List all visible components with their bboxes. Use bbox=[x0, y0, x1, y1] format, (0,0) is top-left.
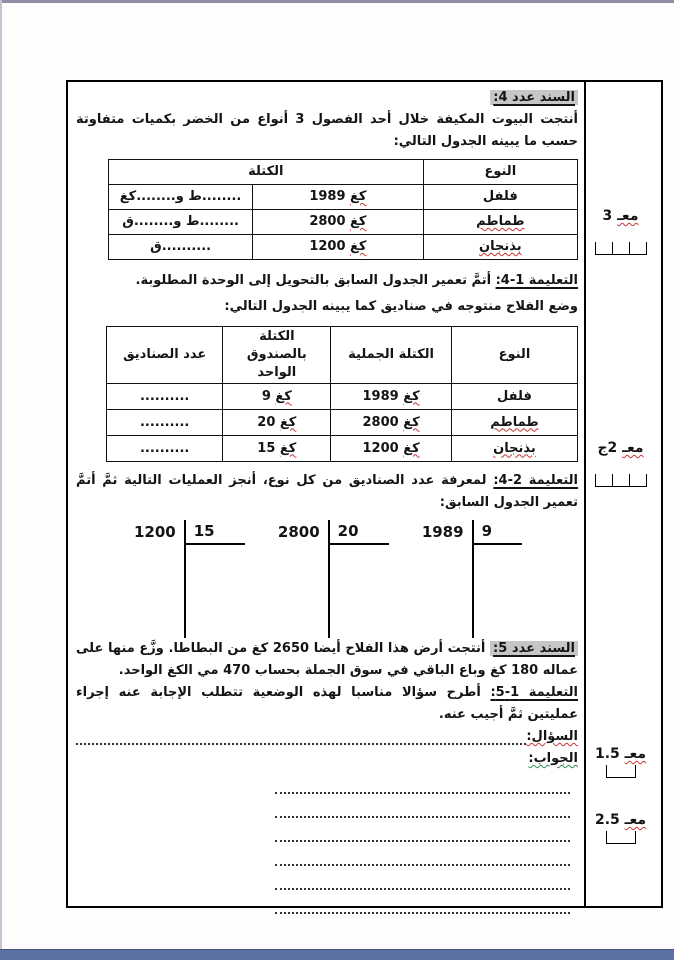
mass-conversion-table bbox=[108, 159, 578, 260]
window-bottom-bar bbox=[0, 949, 674, 960]
mass-unit: كغ bbox=[403, 388, 420, 404]
col-header-mass: الكتلة bbox=[109, 160, 424, 185]
type-cell: بذنجان bbox=[423, 235, 577, 260]
mass-unit: كغ bbox=[350, 239, 367, 254]
answer-area bbox=[76, 770, 578, 914]
table-row bbox=[109, 185, 578, 210]
talima42-line bbox=[76, 470, 578, 514]
mass-unit: كغ bbox=[350, 214, 367, 229]
criterion-prefix: معـ bbox=[617, 208, 639, 224]
criterion-mark-1-5 bbox=[590, 746, 651, 778]
criterion-mark-2-5 bbox=[590, 812, 651, 844]
col-header-total-mass: الكتلة الجملية bbox=[331, 327, 452, 384]
exam-frame bbox=[66, 80, 663, 908]
table-row bbox=[109, 235, 578, 260]
farmer-note: وضع الفلاح منتوجه في صناديق كما يبينه الجدول التالي: bbox=[224, 299, 578, 314]
criterion-value: 1.5 bbox=[594, 746, 620, 762]
mass-value: 2800 bbox=[362, 414, 399, 430]
table-header-row bbox=[107, 327, 578, 384]
criterion-prefix: معـ bbox=[624, 746, 647, 762]
count-blank-cell: .......... bbox=[107, 410, 223, 436]
total-mass-cell bbox=[331, 410, 452, 436]
mass-value: 1200 bbox=[362, 440, 399, 456]
dividend: 2800 bbox=[277, 523, 320, 541]
answer-dotted-line bbox=[275, 794, 570, 818]
type-cell: فلفل bbox=[451, 384, 577, 410]
mass-unit: كغ bbox=[403, 414, 420, 430]
mass-value: 1200 bbox=[309, 239, 346, 254]
page-left-edge bbox=[0, 0, 2, 960]
answer-dotted-line bbox=[275, 890, 570, 914]
window-top-edge bbox=[0, 0, 674, 3]
conversion-blank-cell: ..........ق bbox=[109, 235, 253, 260]
criterion-prefix: معـ bbox=[624, 812, 647, 828]
table-row bbox=[107, 410, 578, 436]
long-division-2800-by-20 bbox=[278, 520, 389, 638]
col-header-type: النوع bbox=[423, 160, 577, 185]
question-dotted-blank bbox=[76, 727, 526, 745]
count-blank-cell: .......... bbox=[107, 436, 223, 462]
criterion-label bbox=[590, 208, 651, 224]
division-bracket bbox=[472, 520, 522, 638]
type-cell: طماطم bbox=[423, 210, 577, 235]
type-cell: طماطم bbox=[451, 410, 577, 436]
talima42-text: لمعرفة عدد الصناديق من كل نوع، أنجز العمليات التالية ثمَّ أتمَّ تعمير الجدول السابق: bbox=[76, 473, 578, 510]
sanad5-label: السند عدد 5: bbox=[490, 641, 578, 656]
divisor: 20 bbox=[330, 520, 389, 545]
table-row bbox=[107, 384, 578, 410]
long-division-1200-by-15 bbox=[134, 520, 245, 638]
sanad4-heading bbox=[76, 87, 578, 109]
table-row bbox=[109, 210, 578, 235]
col-header-mass-per-box: الكتلة بالصندوق الواحد bbox=[223, 327, 331, 384]
talima51-label: التعليمة 1-5: bbox=[490, 685, 578, 700]
division-bracket bbox=[184, 520, 245, 638]
col-header-box-count: عدد الصناديق bbox=[107, 327, 223, 384]
type-cell: بذنجان bbox=[451, 436, 577, 462]
mass-value: 1989 bbox=[362, 388, 399, 404]
mass-unit: كغ bbox=[350, 189, 367, 204]
criterion-label bbox=[590, 746, 651, 762]
sanad5-paragraph bbox=[76, 638, 578, 682]
mass-cell bbox=[253, 185, 423, 210]
divisor: 9 bbox=[474, 520, 522, 545]
answer-heading bbox=[76, 748, 578, 770]
conversion-blank-cell: ........ط و........كغ bbox=[109, 185, 253, 210]
sanad5-text: أنتجت أرض هذا الفلاح أيضا 2650 كغ من البطاطا. وزَّع منها على عماله 180 كغ وباع الباقي في سوق الجملة بحساب 470 مي الكغ الواحد. bbox=[76, 641, 578, 678]
talima41-line bbox=[76, 270, 578, 292]
per-box-cell bbox=[223, 384, 331, 410]
dividend: 1200 bbox=[134, 523, 176, 541]
long-division-workspace bbox=[76, 514, 578, 638]
criterion-value: 3 bbox=[602, 208, 613, 224]
answer-label: الجواب: bbox=[528, 751, 578, 766]
criterion-value: 2.5 bbox=[594, 812, 620, 828]
talima51-line bbox=[76, 682, 578, 726]
mass-value: 2800 bbox=[309, 214, 346, 229]
mass-value: 9 bbox=[261, 388, 271, 404]
dividend: 1989 bbox=[421, 523, 464, 541]
total-mass-cell bbox=[331, 384, 452, 410]
answer-dotted-line bbox=[275, 866, 570, 890]
mass-unit: كغ bbox=[279, 440, 297, 456]
type-cell: فلفل bbox=[423, 185, 577, 210]
talima42-label: التعليمة 2-4: bbox=[493, 473, 578, 488]
talima51-text: أطرح سؤالا مناسبا لهذه الوضعية تتطلب الإجابة عنه إجراء عمليتين ثمَّ أجيب عنه. bbox=[76, 685, 578, 722]
mass-value: 1989 bbox=[309, 189, 346, 204]
exam-content bbox=[68, 82, 586, 906]
answer-dotted-line bbox=[275, 770, 570, 794]
score-boxes bbox=[590, 474, 651, 487]
answer-dotted-line bbox=[275, 842, 570, 866]
criterion-mark-2j bbox=[590, 440, 651, 487]
mass-unit: كغ bbox=[403, 440, 420, 456]
per-box-cell bbox=[223, 436, 331, 462]
score-boxes bbox=[590, 765, 651, 778]
criterion-prefix: معـ bbox=[622, 440, 644, 456]
mass-cell bbox=[253, 235, 423, 260]
talima41-label: التعليمة 1-4: bbox=[495, 273, 578, 288]
question-label: السؤال: bbox=[526, 729, 578, 744]
sanad4-label: السند عدد 4: bbox=[490, 90, 578, 105]
criterion-value: 2ج bbox=[597, 440, 618, 456]
criterion-label bbox=[590, 812, 651, 828]
criterion-mark-3 bbox=[590, 208, 651, 255]
mass-value: 20 bbox=[257, 414, 276, 430]
mass-value: 15 bbox=[257, 440, 276, 456]
talima41-text: أتمَّ تعمير الجدول السابق بالتحويل إلى الوحدة المطلوبة. bbox=[135, 273, 492, 288]
count-blank-cell: .......... bbox=[107, 384, 223, 410]
sanad4-intro: أنتجت البيوت المكيفة خلال أحد الفصول 3 أنواع من الخضر بكميات متفاوتة حسب ما يبينه الجدول التالي: bbox=[76, 112, 578, 149]
mass-cell bbox=[253, 210, 423, 235]
score-boxes bbox=[590, 831, 651, 844]
score-boxes bbox=[590, 242, 651, 255]
mass-unit: كغ bbox=[275, 388, 292, 404]
answer-dotted-line bbox=[275, 818, 570, 842]
col-header-type: النوع bbox=[451, 327, 577, 384]
table-header-row bbox=[109, 160, 578, 185]
per-box-cell bbox=[223, 410, 331, 436]
divisor: 15 bbox=[186, 520, 245, 545]
division-bracket bbox=[328, 520, 389, 638]
table-row bbox=[107, 436, 578, 462]
criterion-label bbox=[590, 440, 651, 456]
mass-unit: كغ bbox=[279, 414, 297, 430]
total-mass-cell bbox=[331, 436, 452, 462]
question-line bbox=[76, 726, 578, 748]
boxes-table bbox=[106, 326, 578, 462]
conversion-blank-cell: ........ط و........ق bbox=[109, 210, 253, 235]
grading-margin-column bbox=[584, 82, 661, 906]
long-division-1989-by-9 bbox=[422, 520, 522, 638]
